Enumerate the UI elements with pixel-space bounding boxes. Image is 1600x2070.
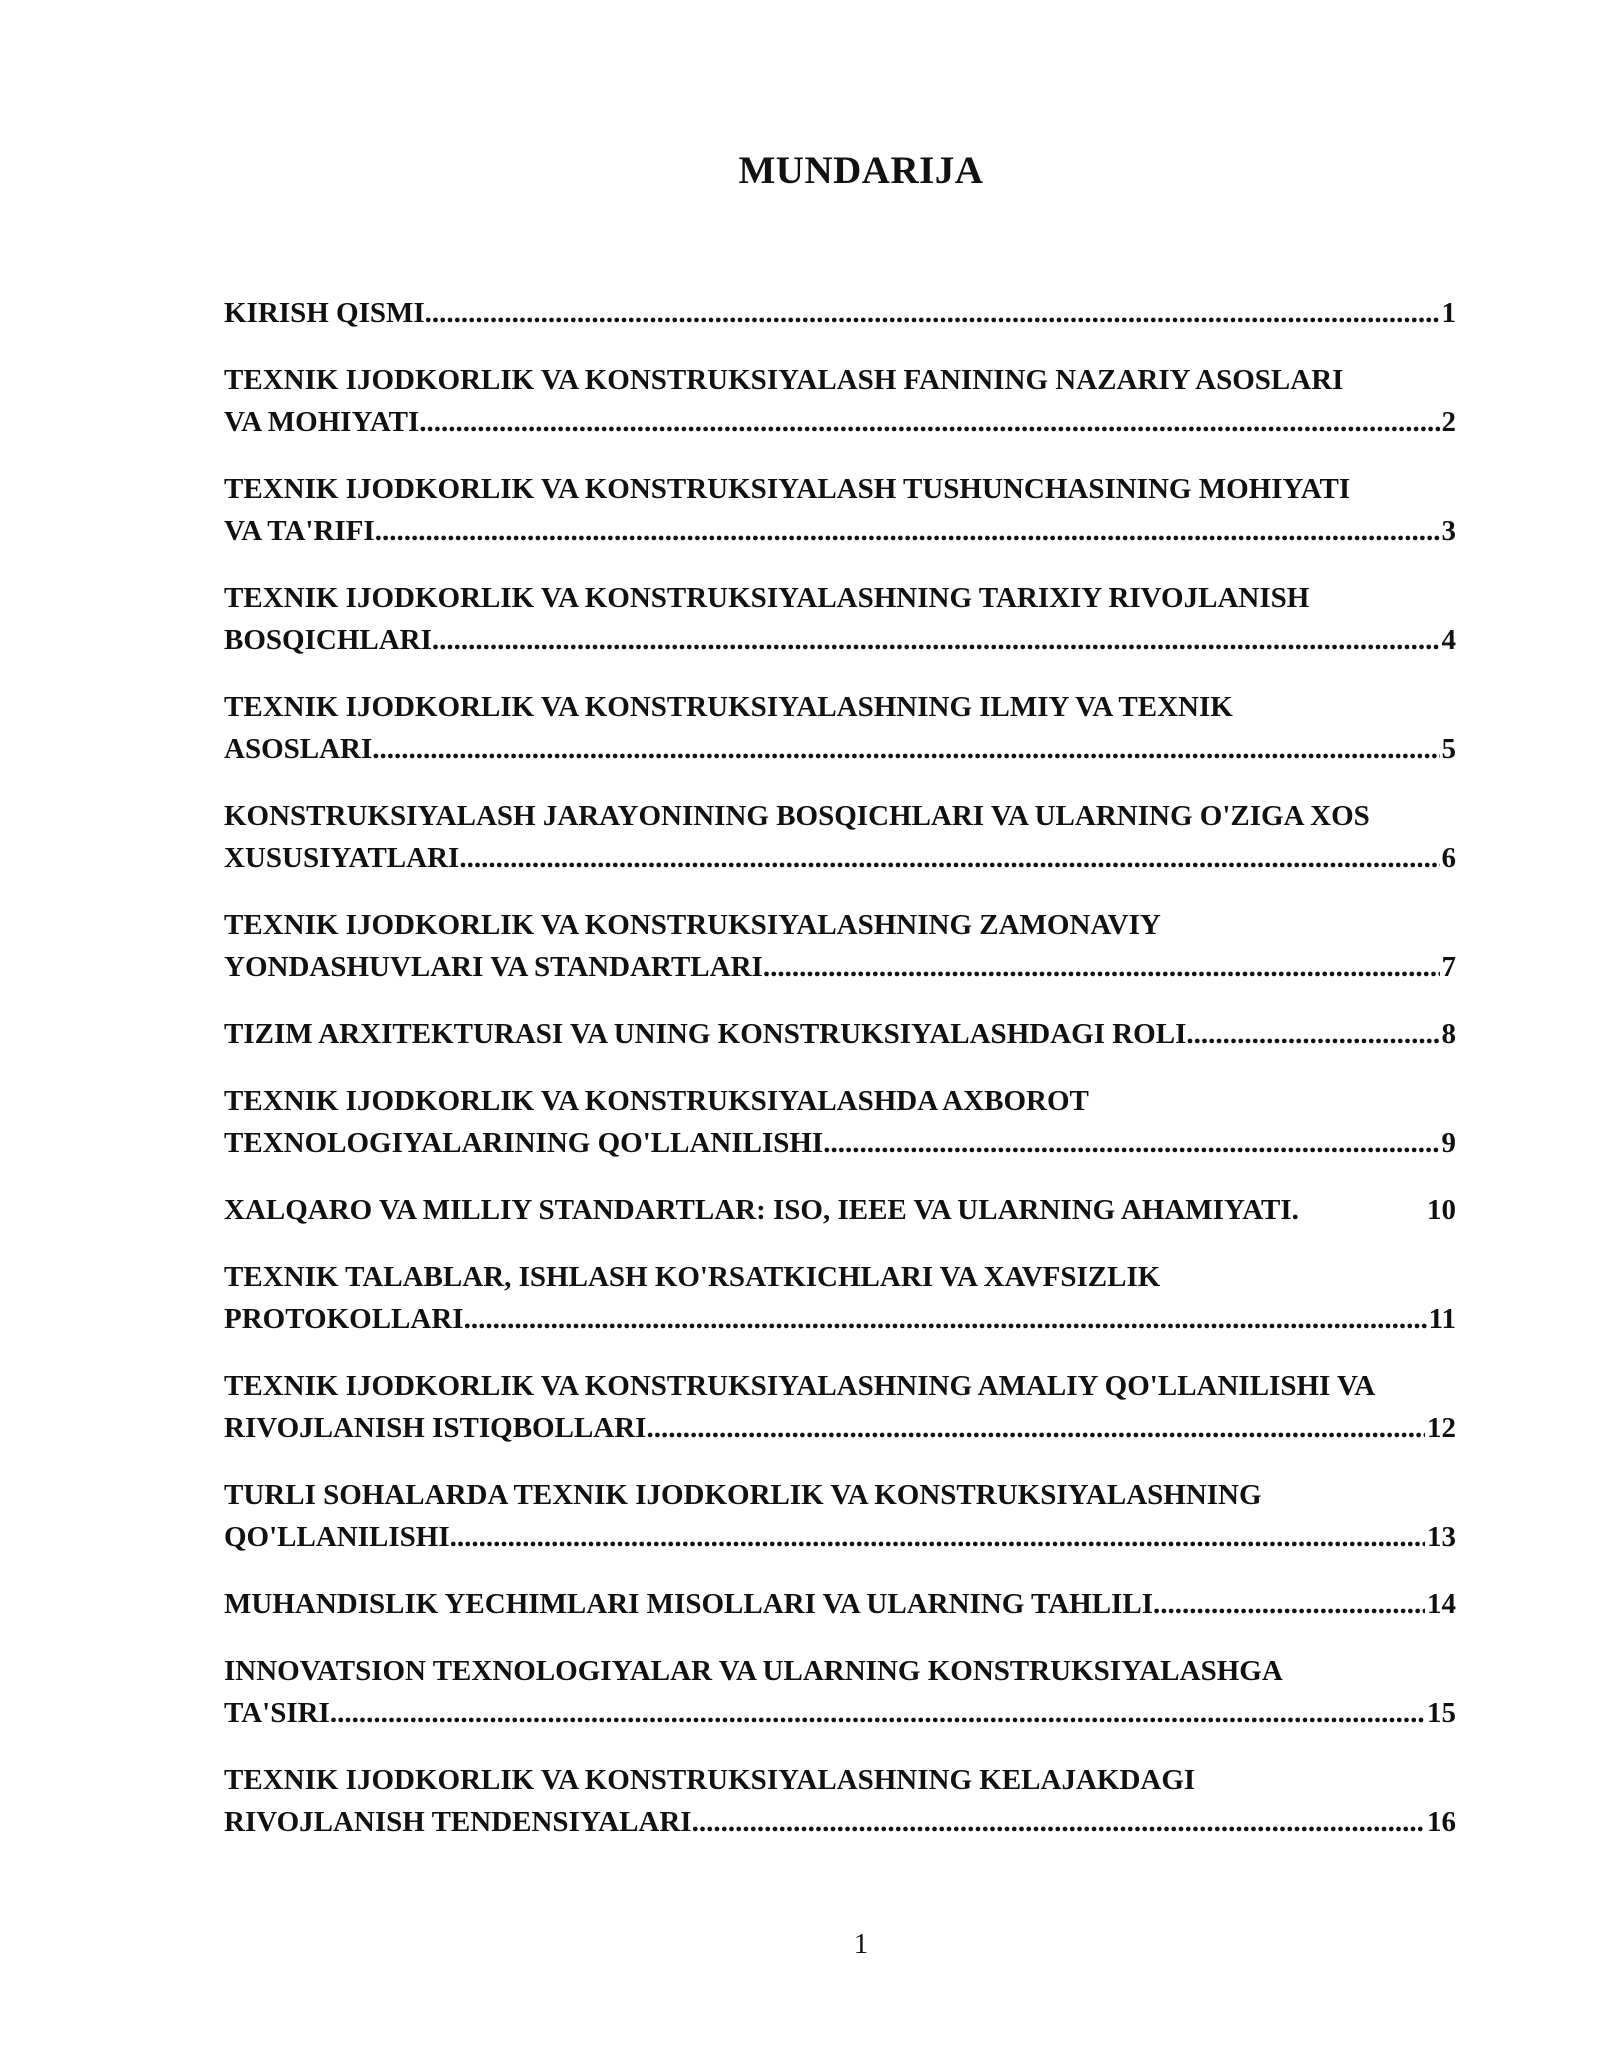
- toc-entry-last-line: [224, 1516, 1456, 1558]
- toc-entry-title-line: ASOSLARI: [224, 733, 373, 765]
- toc-entry-title-line: KIRISH QISMI: [224, 297, 425, 329]
- toc-entry-title-line: TEXNIK IJODKORLIK VA KONSTRUKSIYALASHNING AMALIY QO'LLANILISHI VA: [224, 1370, 1376, 1402]
- toc-entry[interactable]: [224, 1474, 1456, 1558]
- toc-entry-page-number: 13: [1427, 1521, 1456, 1553]
- dot-leader: [375, 510, 1440, 552]
- toc-entry-last-line: [224, 1298, 1456, 1340]
- toc-entry[interactable]: [224, 904, 1456, 988]
- toc-entry-last-line: [224, 1189, 1456, 1231]
- toc-entry-title-line: TEXNOLOGIYALARINING QO'LLANILISHI: [224, 1127, 824, 1159]
- dot-leader: [330, 1692, 1425, 1734]
- toc-entry-title-line: PROTOKOLLARI: [224, 1303, 464, 1335]
- dot-leader: [450, 1516, 1425, 1558]
- toc-entry-page-number: 1: [1441, 297, 1456, 329]
- dot-leader: [1186, 1013, 1439, 1055]
- toc-entry-title-line: TEXNIK IJODKORLIK VA KONSTRUKSIYALASH FANINING NAZARIY ASOSLARI: [224, 364, 1344, 396]
- toc-entry-page-number: 11: [1428, 1303, 1456, 1335]
- toc-entry[interactable]: [224, 1759, 1456, 1843]
- toc-entry[interactable]: [224, 1080, 1456, 1164]
- toc-entry-page-number: 9: [1441, 1127, 1456, 1159]
- toc-entry-title-line: BOSQICHLARI: [224, 624, 432, 656]
- toc-entry-title-line: TEXNIK IJODKORLIK VA KONSTRUKSIYALASHNING KELAJAKDAGI: [224, 1764, 1196, 1796]
- toc-entry[interactable]: [224, 795, 1456, 879]
- dot-leader: [419, 401, 1439, 443]
- dot-leader: [372, 728, 1439, 770]
- toc-entry[interactable]: [224, 686, 1456, 770]
- toc-entry-last-line: [224, 1013, 1456, 1055]
- toc-entry-last-line: [224, 1692, 1456, 1734]
- dot-leader: [459, 837, 1439, 879]
- toc-entry[interactable]: [224, 468, 1456, 552]
- toc-entry-last-line: [224, 292, 1456, 334]
- toc-entry[interactable]: [224, 1256, 1456, 1340]
- toc-entry-title-line: TEXNIK IJODKORLIK VA KONSTRUKSIYALASHNING TARIXIY RIVOJLANISH: [224, 582, 1310, 614]
- toc-entry[interactable]: [224, 1013, 1456, 1055]
- toc-entry-title-line: INNOVATSION TEXNOLOGIYALAR VA ULARNING KONSTRUKSIYALASHGA: [224, 1655, 1283, 1687]
- toc-entry-page-number: 2: [1441, 406, 1456, 438]
- toc-entry-last-line: [224, 946, 1456, 988]
- toc-entry-title-line: TEXNIK IJODKORLIK VA KONSTRUKSIYALASH TUSHUNCHASINING MOHIYATI: [224, 473, 1351, 505]
- toc-entry-page-number: 7: [1441, 951, 1456, 983]
- toc-entry-last-line: [224, 1583, 1456, 1625]
- dot-leader: [425, 292, 1440, 334]
- toc-entry-page-number: 16: [1427, 1806, 1456, 1838]
- toc-entry-last-line: [224, 1122, 1456, 1164]
- toc-entry-title-line: VA TA'RIFI: [224, 515, 375, 547]
- dot-leader: [1153, 1583, 1425, 1625]
- toc-entry-title-line: QO'LLANILISHI: [224, 1521, 450, 1553]
- toc-entry-title-line: KONSTRUKSIYALASH JARAYONINING BOSQICHLARI VA ULARNING O'ZIGA XOS: [224, 800, 1370, 832]
- toc-entry-page-number: 14: [1427, 1588, 1456, 1620]
- toc-entry-last-line: [224, 619, 1456, 661]
- dot-leader: [646, 1407, 1425, 1449]
- toc-entry[interactable]: [224, 1365, 1456, 1449]
- toc-entry-last-line: [224, 1407, 1456, 1449]
- toc-entry-title-line: XALQARO VA MILLIY STANDARTLAR: ISO, IEEE VA ULARNING AHAMIYATI.: [224, 1194, 1299, 1226]
- page-title: MUNDARIJA: [738, 149, 984, 192]
- toc-entry-title-line: MUHANDISLIK YECHIMLARI MISOLLARI VA ULARNING TAHLILI: [224, 1588, 1153, 1620]
- toc-entry-title-line: TURLI SOHALARDA TEXNIK IJODKORLIK VA KONSTRUKSIYALASHNING: [224, 1479, 1262, 1511]
- toc-entry[interactable]: [224, 1583, 1456, 1625]
- toc-entry[interactable]: [224, 359, 1456, 443]
- toc-entry[interactable]: [224, 1189, 1456, 1231]
- toc-entry-title-line: RIVOJLANISH ISTIQBOLLARI: [224, 1412, 647, 1444]
- toc-entry-page-number: 15: [1427, 1697, 1456, 1729]
- toc-entry-page-number: 10: [1427, 1194, 1456, 1226]
- table-of-contents: [224, 292, 1456, 1868]
- toc-entry-title-line: TIZIM ARXITEKTURASI VA UNING KONSTRUKSIYALASHDAGI ROLI: [224, 1018, 1187, 1050]
- toc-entry[interactable]: [224, 577, 1456, 661]
- toc-entry-page-number: 3: [1441, 515, 1456, 547]
- toc-entry-last-line: [224, 1801, 1456, 1843]
- toc-entry-page-number: 4: [1441, 624, 1456, 656]
- toc-entry-page-number: 12: [1427, 1412, 1456, 1444]
- toc-entry-title-line: TEXNIK IJODKORLIK VA KONSTRUKSIYALASHNING ZAMONAVIY: [224, 909, 1161, 941]
- toc-entry-last-line: [224, 728, 1456, 770]
- toc-entry-last-line: [224, 401, 1456, 443]
- toc-entry-page-number: 5: [1441, 733, 1456, 765]
- dot-leader: [823, 1122, 1439, 1164]
- toc-entry-title-line: RIVOJLANISH TENDENSIYALARI: [224, 1806, 692, 1838]
- toc-entry-title-line: TEXNIK IJODKORLIK VA KONSTRUKSIYALASHNING ILMIY VA TEXNIK: [224, 691, 1233, 723]
- toc-entry-page-number: 8: [1441, 1018, 1456, 1050]
- dot-leader: [763, 946, 1440, 988]
- toc-entry[interactable]: [224, 292, 1456, 334]
- dot-leader: [692, 1801, 1425, 1843]
- toc-entry-title-line: YONDASHUVLARI VA STANDARTLARI: [224, 951, 763, 983]
- toc-entry[interactable]: [224, 1650, 1456, 1734]
- toc-entry-page-number: 6: [1441, 842, 1456, 874]
- toc-entry-last-line: [224, 837, 1456, 879]
- toc-entry-title-line: TEXNIK IJODKORLIK VA KONSTRUKSIYALASHDA AXBOROT: [224, 1085, 1089, 1117]
- dot-leader: [464, 1298, 1427, 1340]
- toc-entry-title-line: VA MOHIYATI: [224, 406, 420, 438]
- toc-entry-title-line: TEXNIK TALABLAR, ISHLASH KO'RSATKICHLARI VA XAVFSIZLIK: [224, 1261, 1161, 1293]
- dot-leader: [432, 619, 1440, 661]
- toc-entry-title-line: TA'SIRI: [224, 1697, 330, 1729]
- footer-page-number: 1: [853, 1928, 869, 1960]
- toc-entry-last-line: [224, 510, 1456, 552]
- toc-entry-title-line: XUSUSIYATLARI: [224, 842, 460, 874]
